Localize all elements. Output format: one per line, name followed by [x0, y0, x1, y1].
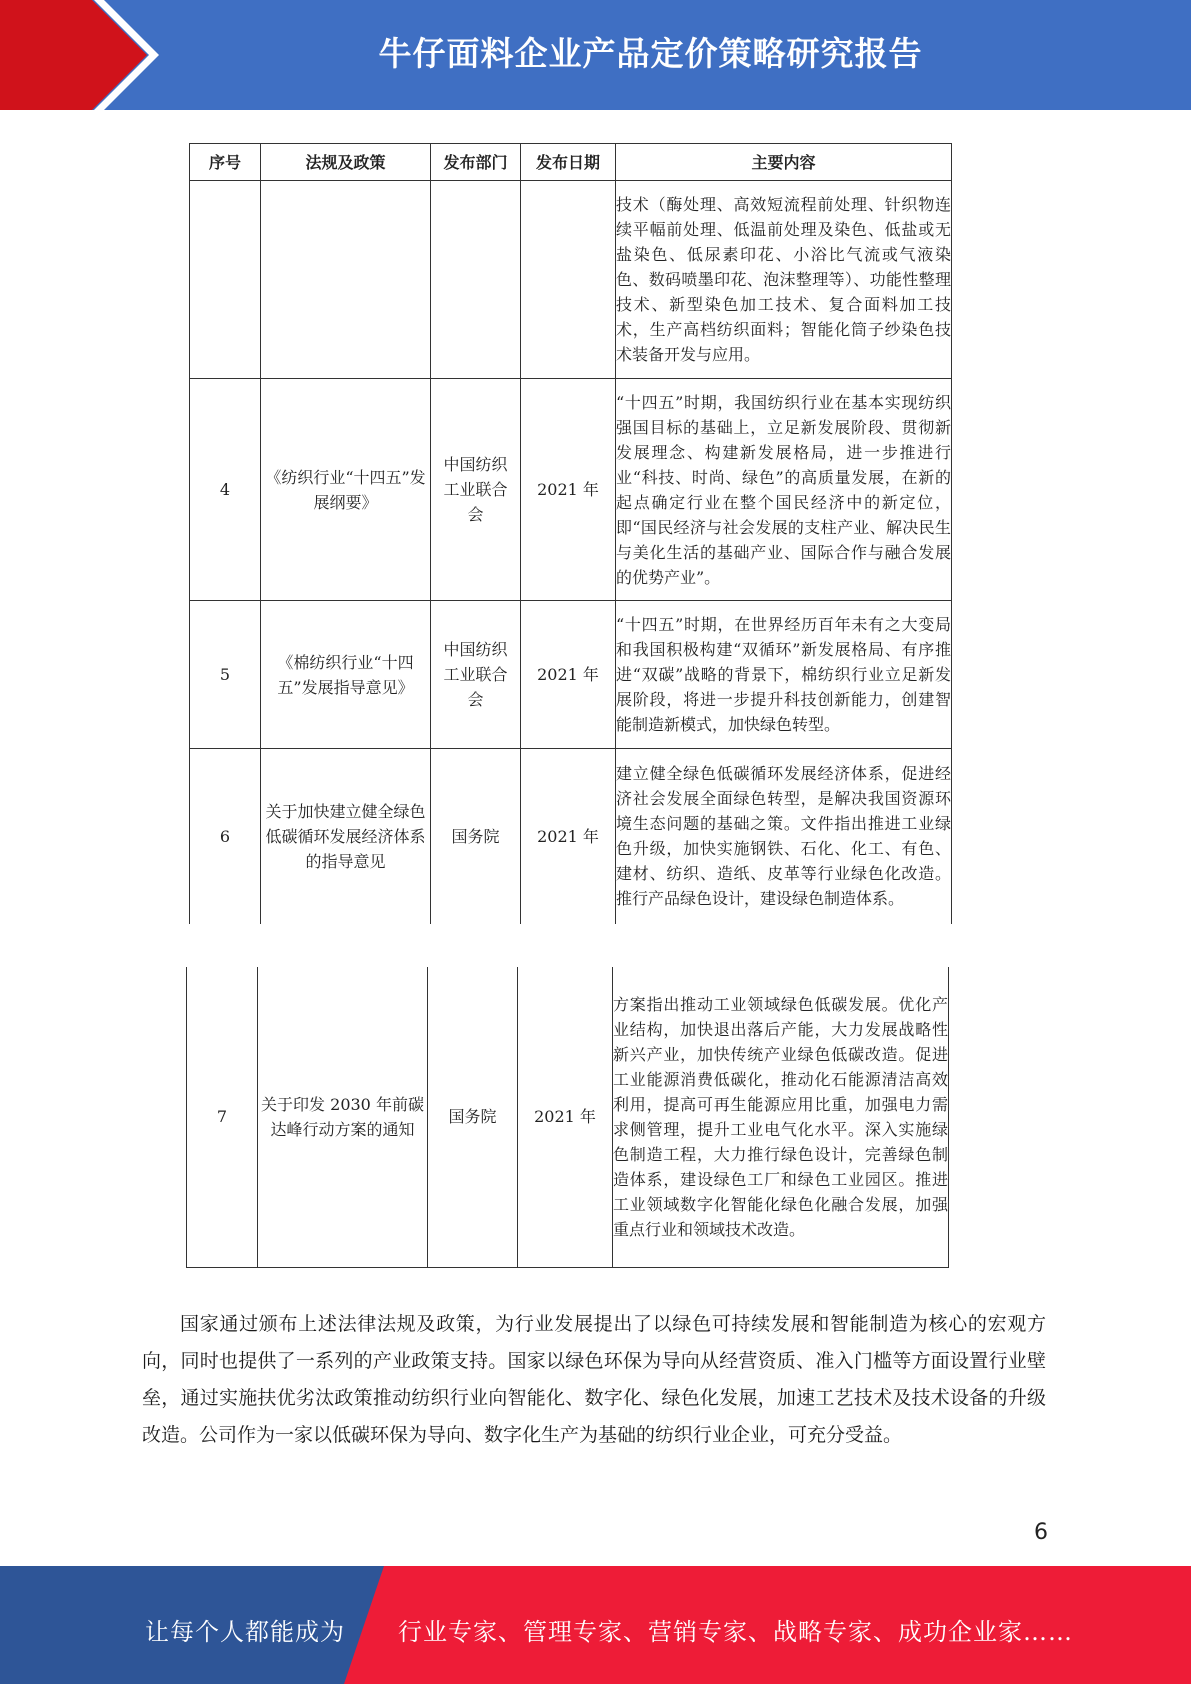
row-policy: 《棉纺织行业“十四五”发展指导意见》 [261, 601, 431, 749]
row-number: 6 [190, 749, 261, 924]
table-row [190, 181, 952, 379]
row-policy: 关于印发 2030 年前碳达峰行动方案的通知 [258, 967, 428, 1267]
table-row [190, 379, 952, 601]
row-date: 2021 年 [521, 379, 616, 601]
header-cell-date: 发布日期 [521, 144, 616, 181]
row-content: “十四五”时期，我国纺织行业在基本实现纺织强国目标的基础上，立足新发展阶段、贯彻新发展理念、构建新发展格局，进一步推进行业“科技、时尚、绿色”的高质量发展，在新的起点确定行业在整个国民经济中的新定位，即“国民经济与社会发展的支柱产业、解决民生与美化生活的基础产业、国际合作与融合发展的优势产业”。 [616, 379, 952, 601]
row-number: 5 [190, 601, 261, 749]
row-policy: 关于加快建立健全绿色低碳循环发展经济体系的指导意见 [261, 749, 431, 924]
header-cell-content: 主要内容 [616, 144, 952, 181]
row-number [190, 181, 261, 379]
row-content: 建立健全绿色低碳循环发展经济体系，促进经济社会发展全面绿色转型，是解决我国资源环境生态问题的基础之策。文件指出推进工业绿色升级，加快实施钢铁、石化、化工、有色、建材、纺织、造纸、皮革等行业绿色化改造。推行产品绿色设计，建设绿色制造体系。 [616, 749, 952, 924]
table-row [187, 967, 949, 1267]
footer-slogan-left: 让每个人都能成为 [145, 1618, 345, 1646]
header-chevron-icon [0, 0, 160, 110]
row-number: 4 [190, 379, 261, 601]
row-content: 技术（酶处理、高效短流程前处理、针织物连续平幅前处理、低温前处理及染色、低盐或无盐染色、低尿素印花、小浴比气流或气液染色、数码喷墨印花、泡沫整理等）、功能性整理技术、新型染色加工技术、复合面料加工技术，生产高档纺织面料；智能化筒子纱染色技术装备开发与应用。 [616, 181, 952, 379]
row-date: 2021 年 [521, 601, 616, 749]
header-cell-dept: 发布部门 [431, 144, 521, 181]
row-dept: 中国纺织工业联合会 [431, 601, 521, 749]
header-cell-no: 序号 [190, 144, 261, 181]
row-content: “十四五”时期，在世界经历百年未有之大变局和我国积极构建“双循环”新发展格局、有序推进“双碳”战略的背景下，棉纺织行业立足新发展阶段，将进一步提升科技创新能力，创建智能制造新模式，加快绿色转型。 [616, 601, 952, 749]
page-footer [0, 1566, 1191, 1684]
row-policy: 《纺织行业“十四五”发展纲要》 [261, 379, 431, 601]
row-dept: 国务院 [428, 967, 518, 1267]
row-content: 方案指出推动工业领域绿色低碳发展。优化产业结构，加快退出落后产能，大力发展战略性新兴产业，加快传统产业绿色低碳改造。促进工业能源消费低碳化，推动化石能源清洁高效利用，提高可再生能源应用比重，加强电力需求侧管理，提升工业电气化水平。深入实施绿色制造工程，大力推行绿色设计，完善绿色制造体系，建设绿色工厂和绿色工业园区。推进工业领域数字化智能化绿色化融合发展，加强重点行业和领域技术改造。 [613, 967, 949, 1267]
table-row [190, 601, 952, 749]
row-date: 2021 年 [521, 749, 616, 924]
header-cell-policy: 法规及政策 [261, 144, 431, 181]
footer-slogan-right: 行业专家、管理专家、营销专家、战略专家、成功企业家…… [398, 1618, 1073, 1646]
policy-table-part-1 [189, 143, 952, 924]
row-number: 7 [187, 967, 258, 1267]
row-dept: 国务院 [431, 749, 521, 924]
row-policy [261, 181, 431, 379]
policy-table-part-2 [186, 967, 949, 1268]
row-date: 2021 年 [518, 967, 613, 1267]
body-paragraph: 国家通过颁布上述法律法规及政策，为行业发展提出了以绿色可持续发展和智能制造为核心的宏观方向，同时也提供了一系列的产业政策支持。国家以绿色环保为导向从经营资质、准入门槛等方面设置行业壁垒，通过实施扶优劣汰政策推动纺织行业向智能化、数字化、绿色化发展，加速工艺技术及技术设备的升级改造。公司作为一家以低碳环保为导向、数字化生产为基础的纺织行业企业，可充分受益。 [142, 1313, 1046, 1446]
page-number: 6 [1034, 1520, 1048, 1545]
page-header [0, 0, 1191, 110]
table-row [190, 749, 952, 924]
row-dept [431, 181, 521, 379]
row-date [521, 181, 616, 379]
document-title: 牛仔面料企业产品定价策略研究报告 [378, 34, 923, 73]
row-dept: 中国纺织工业联合会 [431, 379, 521, 601]
table-header-row [190, 144, 952, 181]
